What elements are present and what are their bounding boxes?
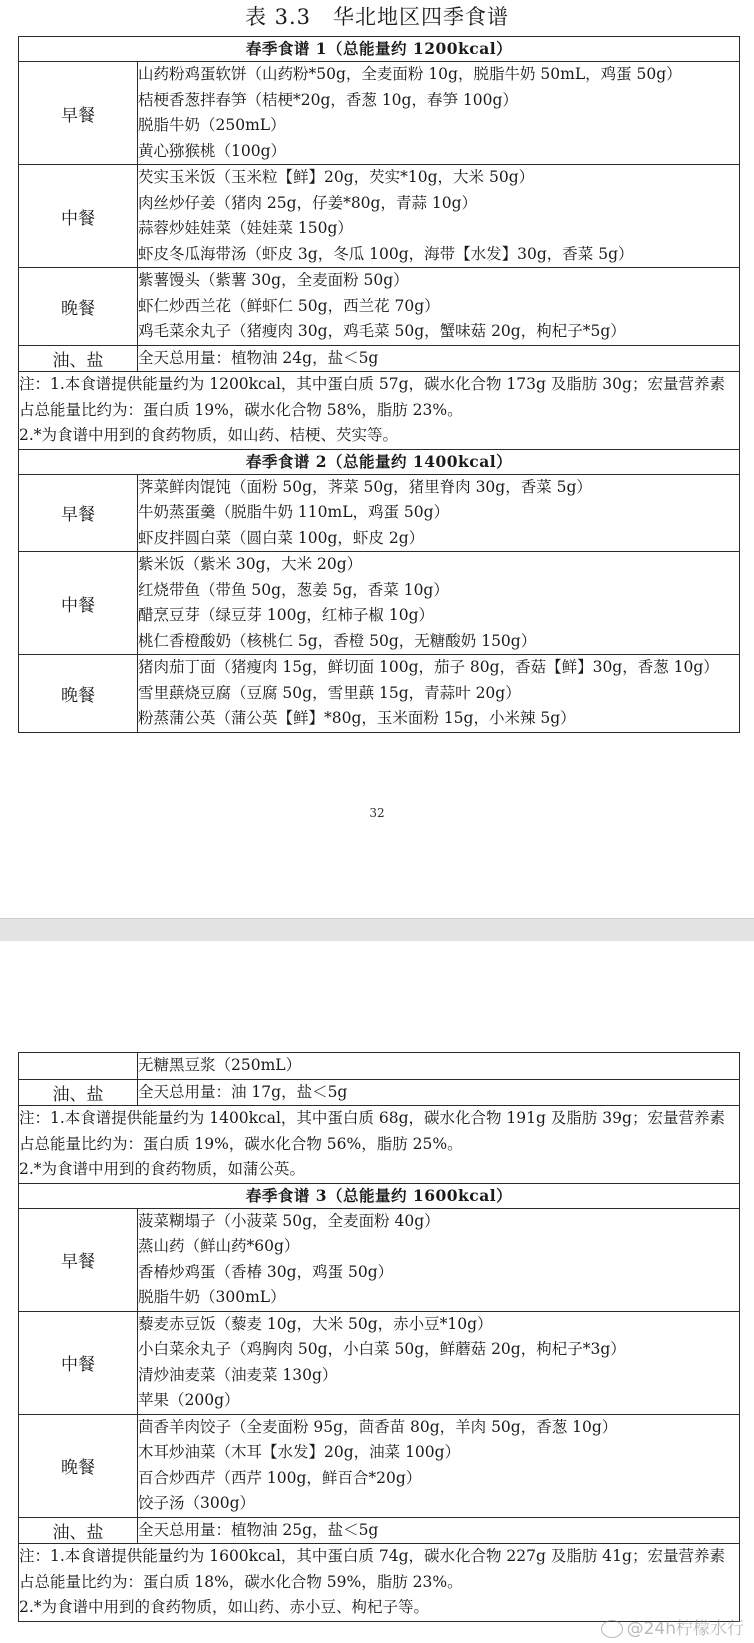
dish-item: 醋烹豆芽（绿豆芽 100g，红柿子椒 10g） <box>138 606 435 624</box>
meal-label: 早餐 <box>19 474 138 552</box>
dish-item: 黄心猕猴桃（100g） <box>138 141 287 160</box>
meal-label: 中餐 <box>19 552 138 655</box>
menu-3-heading: 春季食谱 3（总能量约 1600kcal） <box>19 1183 740 1208</box>
dish-item: 菠菜糊塌子（小菠菜 50g，全麦面粉 40g） <box>138 1211 440 1230</box>
dish-item: 粉蒸蒲公英（蒲公英【鲜】*80g，玉米面粉 15g，小米辣 5g） <box>138 709 576 727</box>
dish-item: 木耳炒油菜（木耳【水发】20g，油菜 100g） <box>138 1443 461 1461</box>
note-row <box>19 1106 740 1184</box>
menu-heading-row <box>19 449 740 474</box>
dish-item: 虾皮冬瓜海带汤（虾皮 3g，冬瓜 100g，海带【水发】30g，香菜 5g） <box>138 244 634 263</box>
meal-row-continued <box>19 1053 740 1080</box>
menu-heading-row <box>19 1183 740 1208</box>
menu-2-heading: 春季食谱 2（总能量约 1400kcal） <box>19 449 740 474</box>
meal-label: 晚餐 <box>19 655 138 733</box>
meal-items <box>138 552 740 655</box>
dish-item: 小白菜氽丸子（鸡胸肉 50g，小白菜 50g，鲜蘑菇 20g，枸杞子*3g） <box>138 1340 626 1358</box>
weibo-icon <box>601 1620 623 1638</box>
oil-salt-value <box>138 1517 740 1544</box>
dish-item: 紫米饭（紫米 30g，大米 20g） <box>138 555 363 573</box>
note-line: 2.*为食谱中用到的食药物质，如山药、桔梗、芡实等。 <box>19 426 399 444</box>
dish-item: 清炒油麦菜（油麦菜 130g） <box>138 1365 338 1384</box>
meal-label: 晚餐 <box>19 1414 138 1517</box>
note-row <box>19 372 740 450</box>
meal-items <box>138 1053 740 1080</box>
meal-items <box>138 1208 740 1311</box>
watermark <box>601 1614 744 1639</box>
dish-item: 饺子汤（300g） <box>138 1494 256 1512</box>
meal-items <box>138 655 740 733</box>
dish-item: 茴香羊肉饺子（全麦面粉 95g，茴香苗 80g，羊肉 50g，香葱 10g） <box>138 1417 618 1436</box>
meal-label: 晚餐 <box>19 268 138 346</box>
dish-item: 牛奶蒸蛋羹（脱脂牛奶 110mL，鸡蛋 50g） <box>138 503 450 521</box>
oil-salt-text: 全天总用量：植物油 24g，盐＜5g <box>138 348 379 367</box>
oil-salt-text: 全天总用量：油 17g，盐＜5g <box>138 1082 348 1101</box>
menu-heading-row <box>19 37 740 62</box>
note-line: 注：1.本食谱提供能量约为 1400kcal，其中蛋白质 68g，碳水化合物 191g 及脂肪 39g；宏量营养素占总能量比约为：蛋白质 19%，碳水化合物 56%，脂肪 25%。 <box>19 1109 725 1153</box>
meal-items <box>138 1311 740 1414</box>
meal-label: 中餐 <box>19 1311 138 1414</box>
meal-row-dinner <box>19 1414 740 1517</box>
note-row <box>19 1544 740 1622</box>
dish-item: 香椿炒鸡蛋（香椿 30g，鸡蛋 50g） <box>138 1262 394 1281</box>
oil-salt-row <box>19 1517 740 1544</box>
oil-salt-value <box>138 1079 740 1106</box>
table-title: 表 3.3 华北地区四季食谱 <box>244 5 510 29</box>
dish-item: 桃仁香橙酸奶（核桃仁 5g，香橙 50g，无糖酸奶 150g） <box>138 631 537 650</box>
note-line: 注：1.本食谱提供能量约为 1200kcal，其中蛋白质 57g，碳水化合物 173g 及脂肪 30g；宏量营养素占总能量比约为：蛋白质 19%，碳水化合物 58%，脂肪 23%。 <box>19 375 725 419</box>
meal-items <box>138 165 740 268</box>
dish-item: 红烧带鱼（带鱼 50g，葱姜 5g，香菜 10g） <box>138 580 449 599</box>
oil-salt-row <box>19 1079 740 1106</box>
dish-item: 虾皮拌圆白菜（圆白菜 100g，虾皮 2g） <box>138 528 425 547</box>
dish-item: 芡实玉米饭（玉米粒【鲜】20g，芡实*10g，大米 50g） <box>138 168 535 186</box>
dish-item: 猪肉茄丁面（猪瘦肉 15g，鲜切面 100g，茄子 80g，香菇【鲜】30g，香葱 10g） <box>138 658 719 676</box>
meal-row-lunch <box>19 552 740 655</box>
oil-salt-value <box>138 345 740 372</box>
menu-note <box>19 1544 740 1622</box>
watermark-text: @24h柠檬水行 <box>626 1619 744 1639</box>
menu-note <box>19 1106 740 1184</box>
dish-item: 肉丝炒仔姜（猪肉 25g，仔姜*80g，青蒜 10g） <box>138 193 478 212</box>
meal-items <box>138 268 740 346</box>
meal-label: 早餐 <box>19 62 138 165</box>
dish-item: 山药粉鸡蛋软饼（山药粉*50g，全麦面粉 10g，脱脂牛奶 50mL，鸡蛋 50g） <box>138 65 682 83</box>
oil-salt-label: 油、盐 <box>19 1517 138 1544</box>
dish-item: 鸡毛菜氽丸子（猪瘦肉 30g，鸡毛菜 50g，蟹味菇 20g，枸杞子*5g） <box>138 322 626 340</box>
meal-row-breakfast <box>19 474 740 552</box>
dish-item: 脱脂牛奶（250mL） <box>138 116 286 134</box>
oil-salt-label: 油、盐 <box>19 1079 138 1106</box>
note-line: 2.*为食谱中用到的食药物质，如蒲公英。 <box>19 1160 306 1178</box>
meal-row-dinner <box>19 655 740 733</box>
menu-table <box>18 36 740 733</box>
meal-row-lunch <box>19 165 740 268</box>
meal-label-empty <box>19 1053 138 1080</box>
meal-items <box>138 1414 740 1517</box>
meal-items <box>138 62 740 165</box>
meal-label: 早餐 <box>19 1208 138 1311</box>
page-number: 32 <box>369 806 385 820</box>
dish-item: 蒜蓉炒娃娃菜（娃娃菜 150g） <box>138 219 353 237</box>
meal-row-lunch <box>19 1311 740 1414</box>
dish-item: 荠菜鲜肉馄饨（面粉 50g，荠菜 50g，猪里脊肉 30g，香菜 5g） <box>138 477 592 496</box>
page-separator <box>0 918 754 942</box>
dish-item: 百合炒西芹（西芹 100g，鲜百合*20g） <box>138 1468 422 1487</box>
document-page-2 <box>0 941 754 1643</box>
note-line: 2.*为食谱中用到的食药物质，如山药、赤小豆、枸杞子等。 <box>19 1598 430 1616</box>
dish-item: 脱脂牛奶（300mL） <box>138 1288 286 1306</box>
note-line: 注：1.本食谱提供能量约为 1600kcal，其中蛋白质 74g，碳水化合物 227g 及脂肪 41g；宏量营养素占总能量比约为：蛋白质 18%，碳水化合物 59%，脂肪 23%。 <box>19 1547 725 1591</box>
dish-item: 蒸山药（鲜山药*60g） <box>138 1237 300 1255</box>
dish-item: 桔梗香葱拌春笋（桔梗*20g，香葱 10g，春笋 100g） <box>138 90 518 109</box>
dish-item: 藜麦赤豆饭（藜麦 10g，大米 50g，赤小豆*10g） <box>138 1314 493 1333</box>
dish-item: 无糖黑豆浆（250mL） <box>138 1056 302 1074</box>
meal-row-dinner <box>19 268 740 346</box>
meal-row-breakfast <box>19 62 740 165</box>
menu-note <box>19 372 740 450</box>
oil-salt-row <box>19 345 740 372</box>
dish-item: 雪里蕻烧豆腐（豆腐 50g，雪里蕻 15g，青蒜叶 20g） <box>138 683 521 702</box>
dish-item: 虾仁炒西兰花（鲜虾仁 50g，西兰花 70g） <box>138 296 440 315</box>
dish-item: 苹果（200g） <box>138 1391 240 1409</box>
oil-salt-text: 全天总用量：植物油 25g，盐＜5g <box>138 1520 379 1539</box>
meal-label: 中餐 <box>19 165 138 268</box>
dish-item: 紫薯馒头（紫薯 30g，全麦面粉 50g） <box>138 271 409 289</box>
menu-1-heading: 春季食谱 1（总能量约 1200kcal） <box>19 37 740 62</box>
meal-items <box>138 474 740 552</box>
menu-table-continued <box>18 1052 740 1622</box>
meal-row-breakfast <box>19 1208 740 1311</box>
oil-salt-label: 油、盐 <box>19 345 138 372</box>
